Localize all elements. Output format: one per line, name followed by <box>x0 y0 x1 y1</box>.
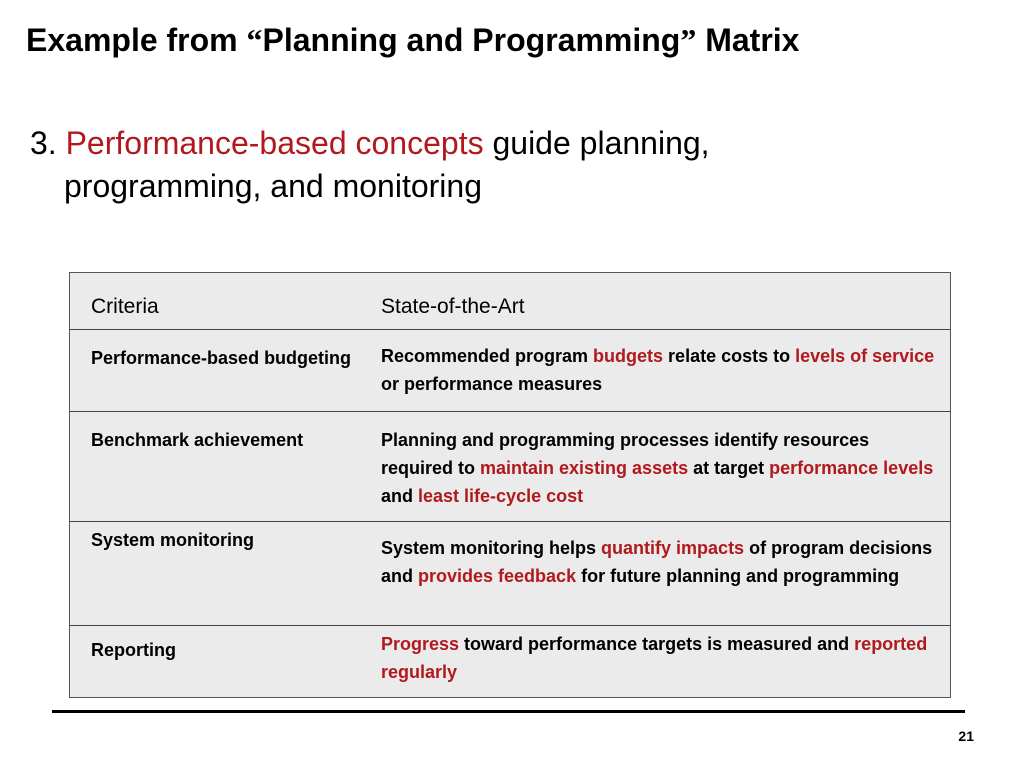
slide-title: Example from “Planning and Programming” Matrix <box>26 22 800 58</box>
state-cell: System monitoring helps quantify impacts of program decisions and provides feedback for future planning and programming <box>381 538 933 586</box>
criteria-cell: Benchmark achievement <box>91 430 304 450</box>
table-header-row <box>70 273 950 329</box>
bullet-point: 3. Performance-based concepts guide planning, programming, and monitoring <box>30 125 710 204</box>
criteria-cell: Performance-based budgeting <box>91 348 352 368</box>
criteria-cell: System monitoring <box>91 530 255 550</box>
matrix-table <box>69 272 951 698</box>
state-cell: Recommended program budgets relate costs to levels of service or performance measures <box>381 346 935 394</box>
table-row <box>70 329 950 412</box>
table-row <box>70 625 950 697</box>
footer-divider <box>52 710 965 713</box>
bullet-highlight: Performance-based concepts <box>65 125 484 161</box>
table-row <box>70 411 950 522</box>
header-criteria: Criteria <box>91 295 159 318</box>
state-cell: Planning and programming processes identify resources required to maintain existing assets at target performance levels and least life-cycle cost <box>381 430 934 506</box>
state-cell: Progress toward performance targets is measured and reported regularly <box>381 634 928 682</box>
page-number: 21 <box>958 728 974 744</box>
criteria-cell: Reporting <box>91 640 176 660</box>
header-state-of-the-art: State-of-the-Art <box>381 295 525 318</box>
table-row <box>70 521 950 626</box>
